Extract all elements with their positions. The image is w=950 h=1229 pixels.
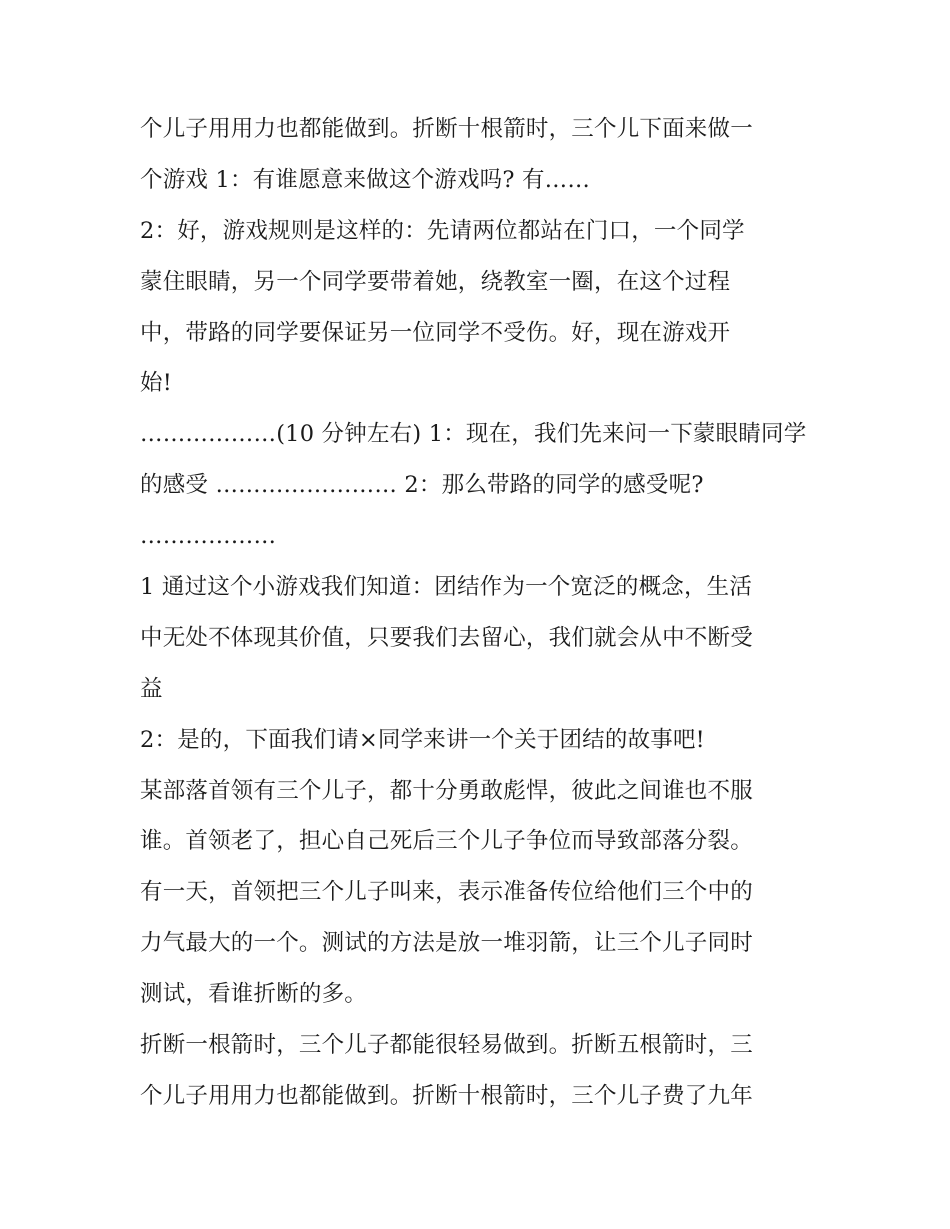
text-line: 测试，看谁折断的多。 (140, 981, 368, 1008)
text-line: ………………(10 分钟左右) 1：现在，我们先来问一下蒙眼睛同学 (140, 421, 807, 448)
text-line: 折断一根箭时，三个儿子都能很轻易做到。折断五根箭时，三 (140, 1032, 753, 1059)
text-line: 有一天，首领把三个儿子叫来，表示准备传位给他们三个中的 (140, 879, 753, 906)
text-line: 2：好，游戏规则是这样的：先请两位都站在门口，一个同学 (140, 217, 745, 244)
text-line: 个游戏 1：有谁愿意来做这个游戏吗? 有…… (140, 166, 591, 193)
text-line: 谁。首领老了，担心自己死后三个儿子争位而导致部落分裂。 (140, 828, 753, 855)
text-line: 某部落首领有三个儿子，都十分勇敢彪悍，彼此之间谁也不服 (140, 777, 753, 804)
text-line: 个儿子用用力也都能做到。折断十根箭时，三个儿子费了九年 (140, 1082, 753, 1109)
text-line: 1 通过这个小游戏我们知道：团结作为一个宽泛的概念，生活 (140, 574, 753, 601)
text-line: ……………… (140, 523, 277, 550)
text-line: 益 (140, 675, 163, 702)
text-line: 的感受 …………………… 2：那么带路的同学的感受呢? (140, 472, 704, 499)
text-line: 中，带路的同学要保证另一位同学不受伤。好，现在游戏开 (140, 319, 731, 346)
text-line: 2：是的，下面我们请×同学来讲一个关于团结的故事吧! (140, 726, 705, 753)
document-body (140, 104, 820, 1122)
text-line: 个儿子用用力也都能做到。折断十根箭时，三个儿下面来做一 (140, 116, 753, 142)
text-line: 始! (140, 370, 172, 397)
text-line: 蒙住眼睛，另一个同学要带着她，绕教室一圈，在这个过程 (140, 268, 731, 295)
text-line: 力气最大的一个。测试的方法是放一堆羽箭，让三个儿子同时 (140, 930, 753, 957)
text-line: 中无处不体现其价值，只要我们去留心，我们就会从中不断受 (140, 624, 753, 651)
